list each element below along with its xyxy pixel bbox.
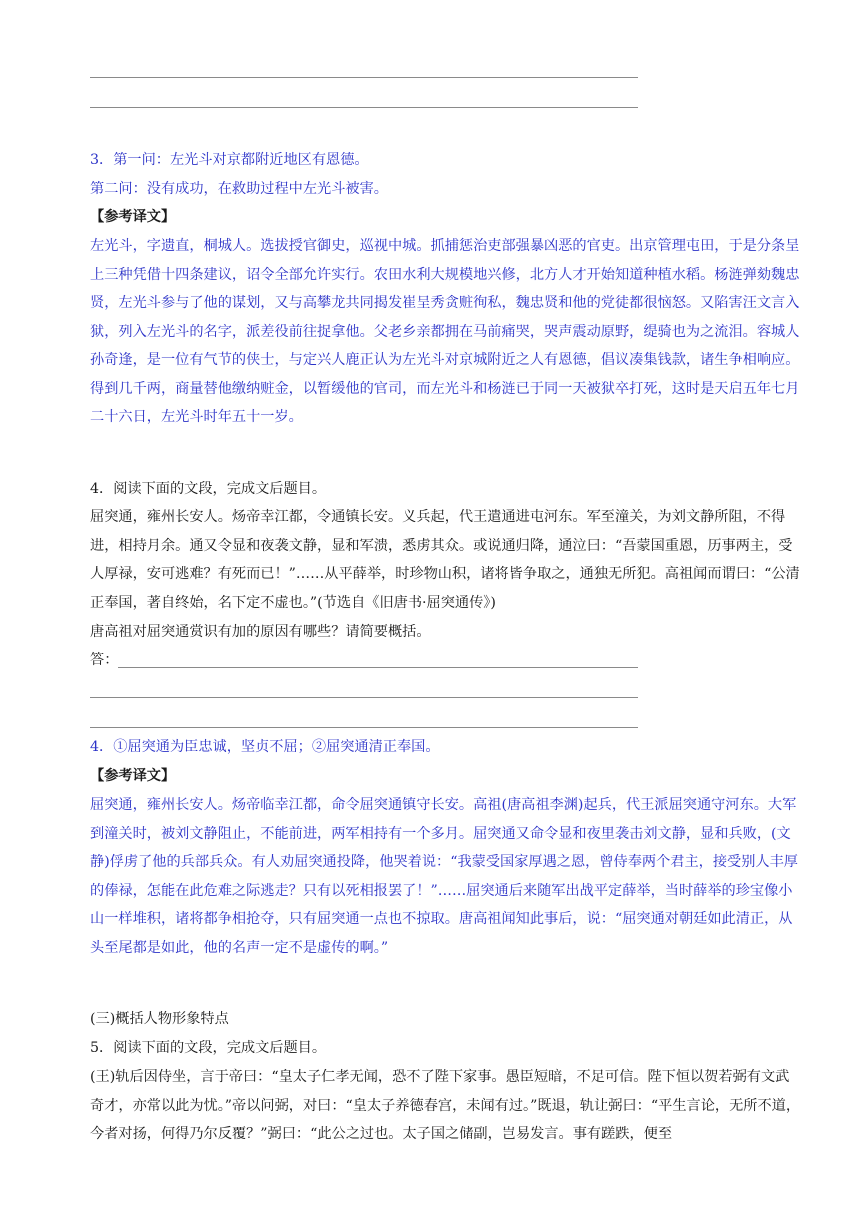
q4-translation: 屈突通，雍州长安人。炀帝临幸江都，命令屈突通镇守长安。高祖(唐高祖李渊)起兵，代王派屈突通守河东。大军到潼关时，被刘文静阻止，不能前进，两军相持有一个多月。屈突通又命令显和夜里袭击刘文静，显和兵败，(文静)俘虏了他的兵部兵众。有人劝屈突通投降，他哭着说：“我蒙受国家厚遇之恩，曾侍奉两个君主，接受别人丰厚的俸禄，怎能在此危难之际逃走？只有以死相报罢了！”……屈突通后来随军出战平定薛举，当时薛举的珍宝像小山一样堆积，诸将都争相抢夺，只有屈突通一点也不掠取。唐高祖闻知此事后，说：“屈突通对朝廷如此清正，从头至尾都是如此，他的名声一定不是虚传的啊。”: [90, 797, 798, 956]
q3-answer-2: 第二问：没有成功，在救助过程中左光斗被害。: [90, 181, 388, 197]
section-heading: (三)概括人物形象特点: [90, 1011, 229, 1027]
q3-translation-text: 左光斗，字遗直，桐城人。选拔授官御史，巡视中城。抓捕惩治吏部强暴凶恶的官吏。出京管理屯田，于是分条呈上三种凭借十四条建议，诏令全部允许实行。农田水利大规模地兴修，北方人才开始知道种植水稻。杨涟弹劾魏忠贤，左光斗参与了他的谋划，又与高攀龙共同揭发崔呈秀贪赃徇私，魏忠贤和他的党徒都很恼怒。又陷害汪文言入狱，列入左光斗的名字，派差役前往捉拿他。父老乡亲都拥在马前痛哭，哭声震动原野，缇骑也为之流泪。容城人孙奇逢，是一位有气节的侠士，与定兴人鹿正认为左光斗对京城附近之人有恩德，倡议凑集钱款，诸生争相响应。得到几千两，商量替他缴纳赃金，以暂缓他的官司，而左光斗和杨涟已于同一天被狱卒打死，这时是天启五年七月二十六日，左光斗时年五十一岁。: [90, 238, 800, 425]
answer-line: [118, 667, 638, 668]
answer-line: [90, 697, 638, 698]
q5-prompt: 5．阅读下面的文段，完成文后题目。: [90, 1040, 327, 1056]
q4-reference-label: 【参考译文】: [90, 768, 176, 784]
answer-line: [90, 107, 638, 108]
q3-reference-label: 【参考译文】: [90, 209, 176, 225]
q4-question: 唐高祖对屈突通赏识有加的原因有哪些？请简要概括。: [90, 624, 431, 640]
answer-label: 答：: [90, 652, 119, 668]
q4-passage: 屈突通，雍州长安人。炀帝幸江都，令通镇长安。义兵起，代王遣通进屯河东。军至潼关，为刘文静所阻，不得进，相持月余。通又令显和夜袭文静，显和军溃，悉虏其众。或说通归降，通泣曰：“吾蒙国重恩，历事两主，受人厚禄，安可逃难？有死而已！”……从平薛举，时珍物山积，诸将皆争取之，通独无所犯。高祖闻而谓曰：“公清正奉国，著自终始，名下定不虚也。”(节选自《旧唐书·屈突通传》): [90, 509, 800, 611]
q3-translation: [90, 232, 800, 432]
q4-answer-row: [90, 646, 800, 675]
q3-answer-1: 3．第一问：左光斗对京都附近地区有恩德。: [90, 152, 369, 168]
answer-line: [90, 727, 638, 728]
q5-passage: (王)轨后因侍坐，言于帝曰：“皇太子仁孝无闻，恐不了陛下家事。愚臣短暗，不足可信。陛下恒以贺若弼有文武奇才，亦常以此为忧。”帝以问弼，对曰：“皇太子养德春宫，未闻有过。”既退，轨让弼曰：“平生言论，无所不道，今者对扬，何得乃尔反覆？”弼曰：“此公之过也。太子国之储副，岂易发言。事有蹉跌，便至: [90, 1069, 801, 1142]
q4-prompt: 4．阅读下面的文段，完成文后题目。: [90, 481, 327, 497]
q4-answer: 4．①屈突通为臣忠诚，坚贞不屈；②屈突通清正奉国。: [90, 739, 440, 755]
answer-line: [90, 77, 638, 78]
